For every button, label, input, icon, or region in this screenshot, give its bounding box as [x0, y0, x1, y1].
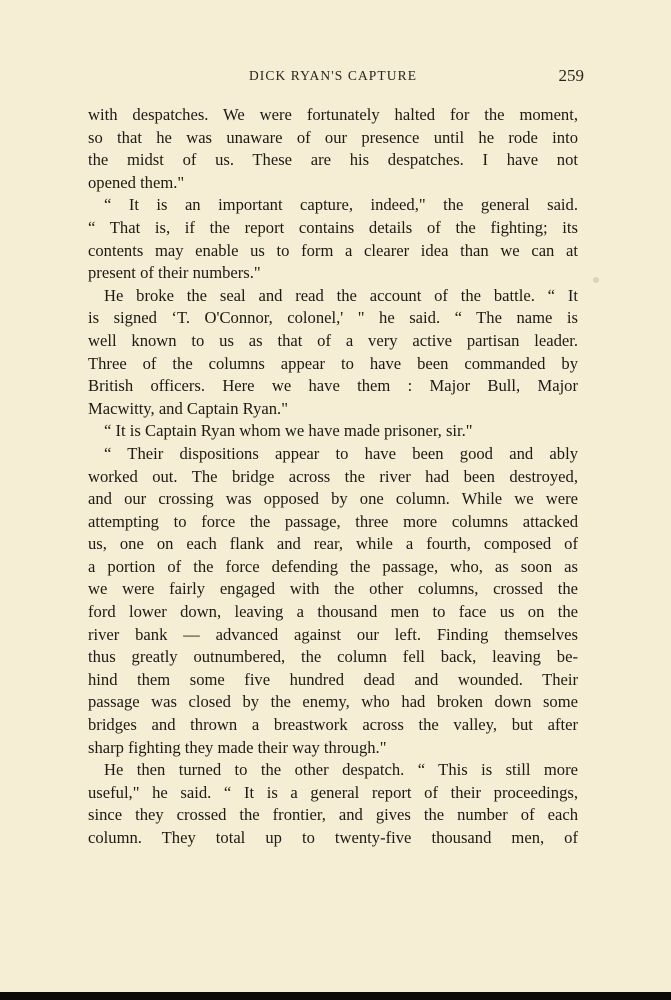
text-line: attempting to force the passage, three more columns attacked: [88, 511, 578, 531]
text-line: He broke the seal and read the account of the battle. “ It: [104, 285, 578, 305]
text-line: a portion of the force defending the passage, who, as soon as: [88, 556, 578, 576]
body-text: [88, 104, 578, 850]
text-line: British officers. Here we have them : Major Bull, Major: [88, 376, 578, 396]
text-line: He then turned to the other despatch. “ This is still more: [104, 760, 578, 780]
text-line: us, one on each flank and rear, while a fourth, composed of: [88, 534, 578, 554]
text-line: Three of the columns appear to have been commanded by: [88, 353, 578, 373]
running-head: [88, 66, 584, 88]
text-line: we were fairly engaged with the other columns, crossed the: [88, 579, 578, 599]
text-line: worked out. The bridge across the river had been destroyed,: [88, 466, 578, 486]
text-line: bridges and thrown a breastwork across the valley, but after: [88, 715, 578, 735]
text-line: well known to us as that of a very active partisan leader.: [88, 330, 578, 350]
paper-speck: [593, 277, 599, 283]
text-line: “ It is Captain Ryan whom we have made prisoner, sir.": [104, 421, 473, 441]
text-line: useful," he said. “ It is a general report of their proceedings,: [88, 782, 578, 802]
text-line: so that he was unaware of our presence until he rode into: [88, 127, 578, 147]
text-line: river bank — advanced against our left. Finding themselves: [88, 624, 578, 644]
text-line: column. They total up to twenty-five thousand men, of: [88, 828, 578, 847]
text-line: “ Their dispositions appear to have been good and ably: [104, 443, 578, 463]
text-line: since they crossed the frontier, and gives the number of each: [88, 805, 578, 825]
text-line: ford lower down, leaving a thousand men to face us on the: [88, 602, 578, 622]
text-line: opened them.": [88, 172, 185, 192]
text-line: is signed ‘T. O'Connor, colonel,' " he said. “ The name is: [88, 308, 578, 328]
text-line: contents may enable us to form a clearer idea than we can at: [88, 240, 578, 260]
text-line: passage was closed by the enemy, who had broken down some: [88, 692, 578, 712]
text-line: hind them some five hundred dead and wounded. Their: [88, 669, 578, 689]
bottom-border: [0, 992, 671, 1000]
running-title: DICK RYAN'S CAPTURE: [248, 68, 418, 83]
text-line: sharp fighting they made their way through.": [88, 737, 387, 757]
page-number: 259: [558, 66, 584, 85]
text-line: the midst of us. These are his despatches. I have not: [88, 150, 578, 170]
text-line: Macwitty, and Captain Ryan.": [88, 398, 288, 418]
text-line: present of their numbers.": [88, 263, 261, 283]
text-line: and our crossing was opposed by one column. While we were: [88, 489, 578, 509]
text-line: with despatches. We were fortunately halted for the moment,: [88, 105, 578, 124]
text-line: “ That is, if the report contains details of the fighting; its: [88, 217, 578, 237]
text-line: thus greatly outnumbered, the column fell back, leaving be-: [88, 647, 578, 667]
text-line: “ It is an important capture, indeed," the general said.: [104, 195, 578, 215]
